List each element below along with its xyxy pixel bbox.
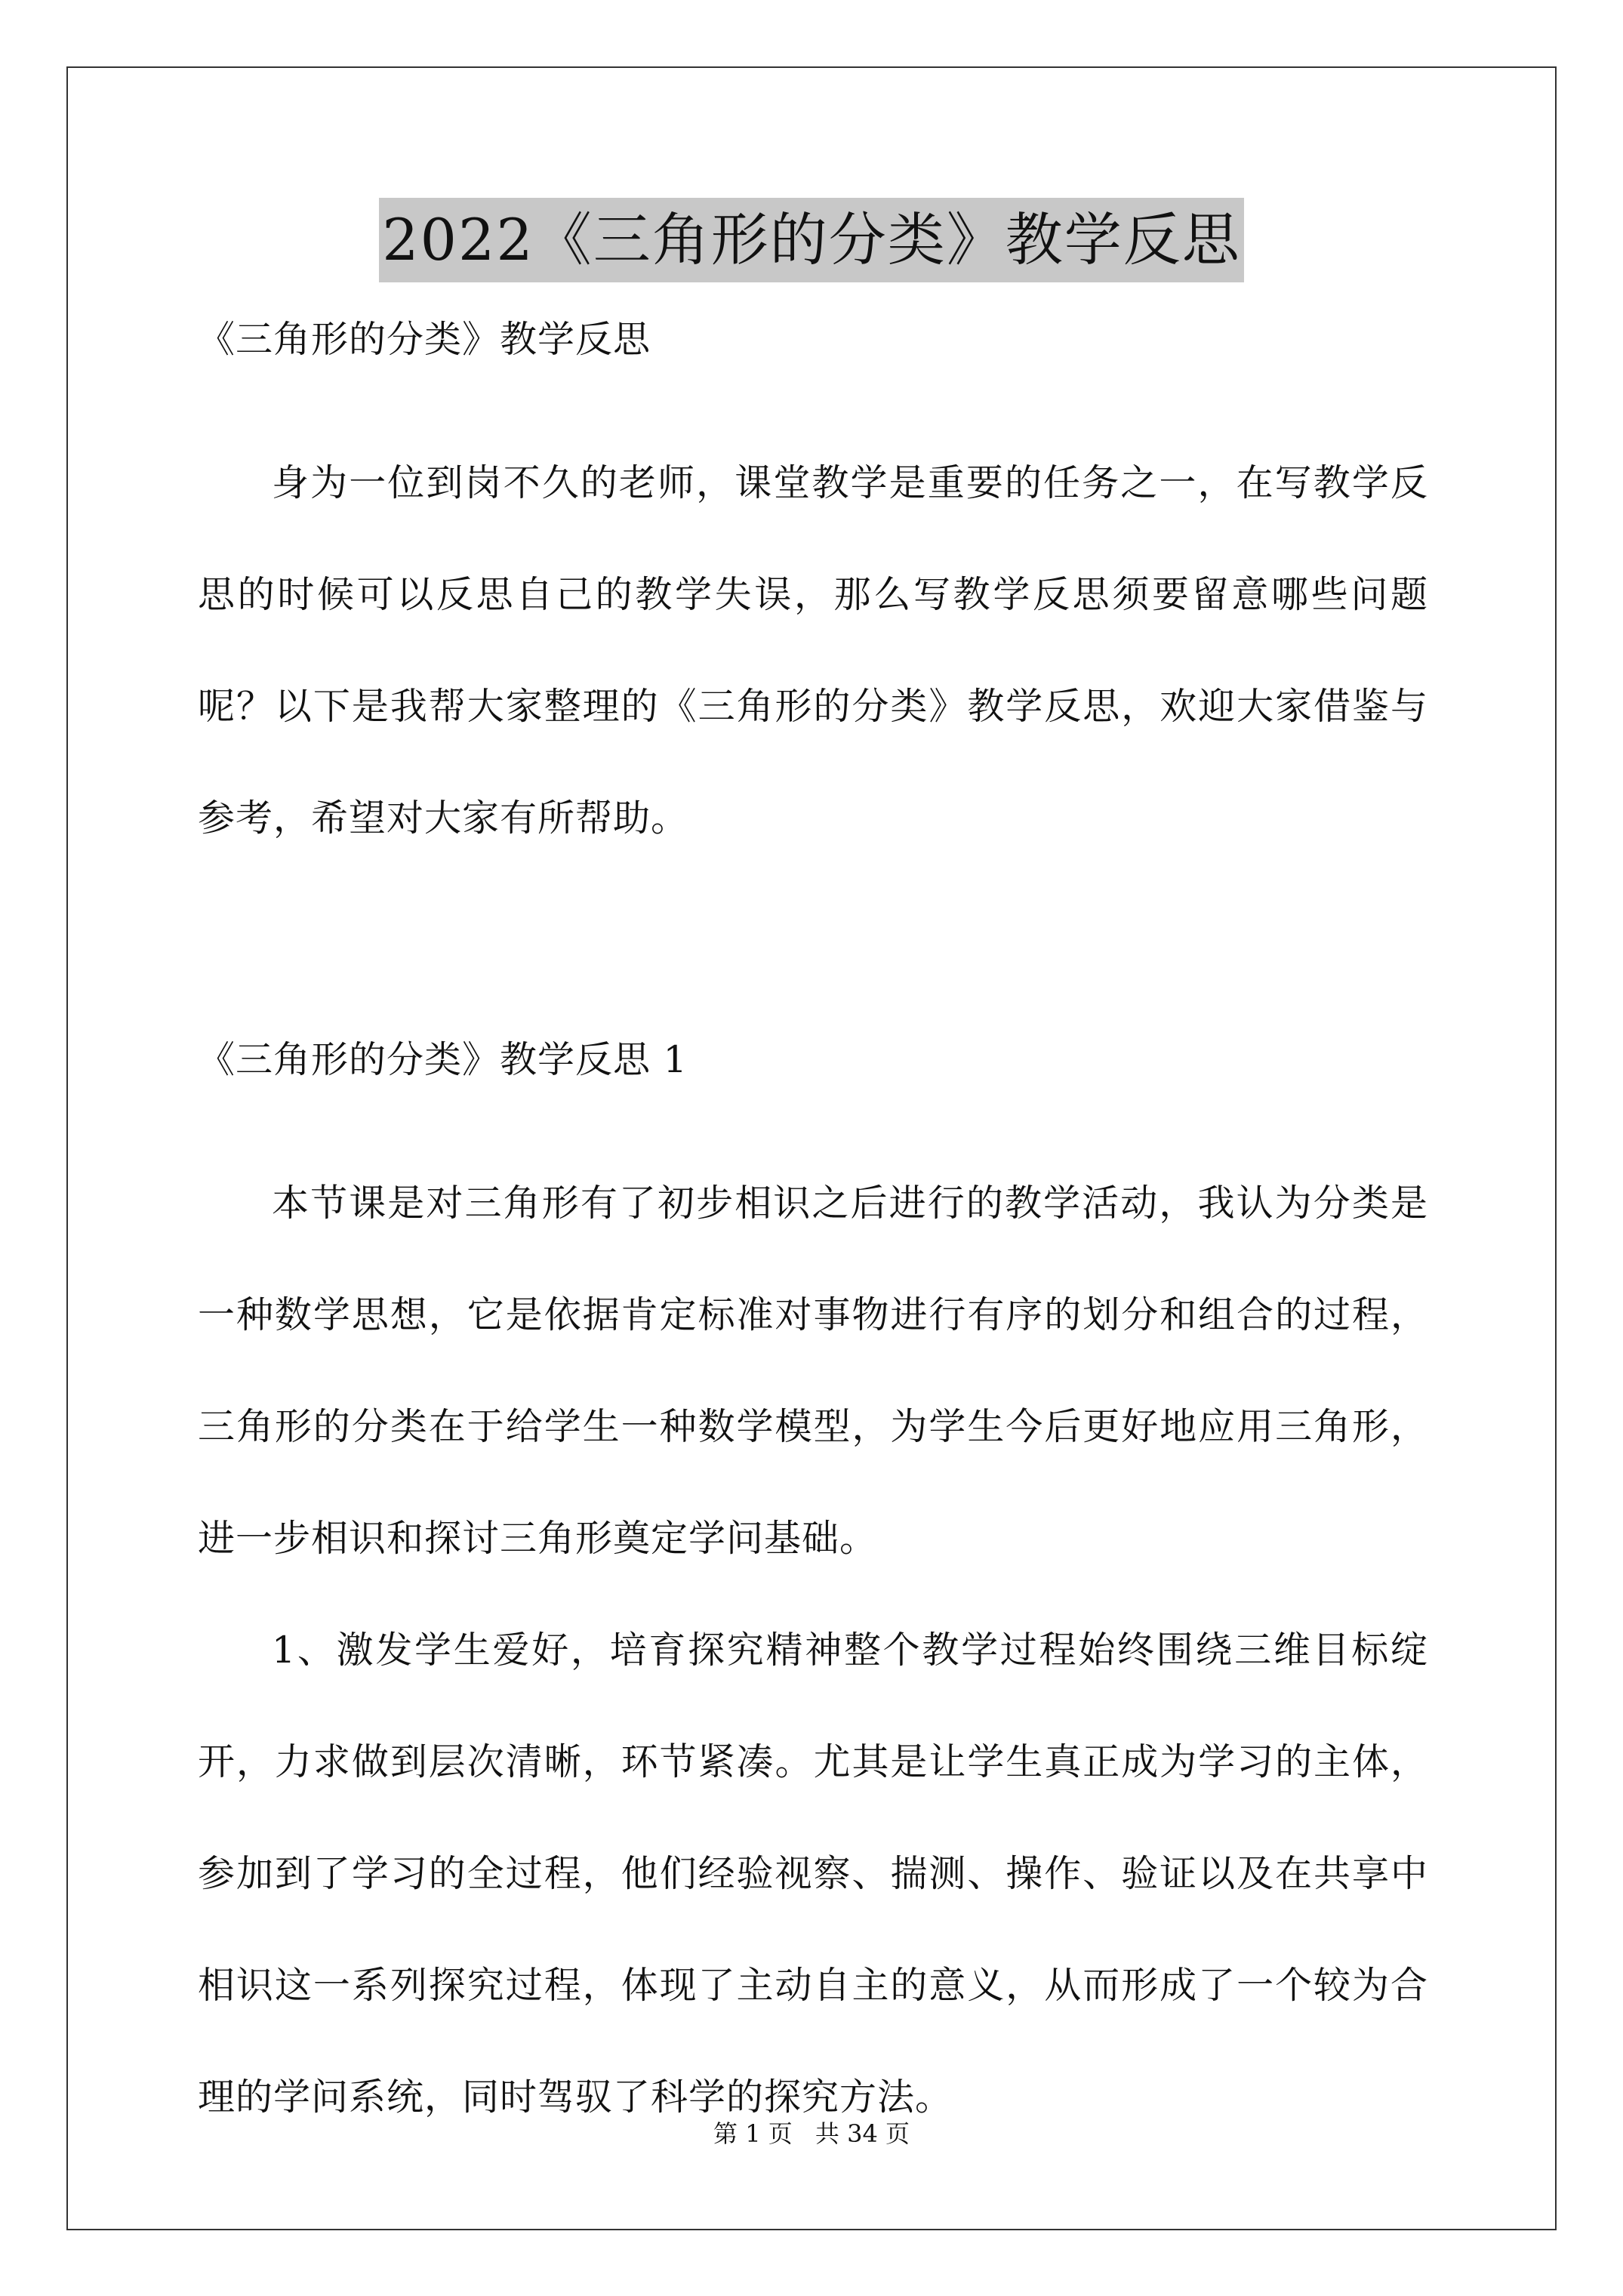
section-1-paragraph-2: 1、激发学生爱好，培育探究精神整个教学过程始终围绕三维目标绽开，力求做到层次清晰，环节紧凑。尤其是让学生真正成为学习的主体，参加到了学习的全过程，他们经验视察、揣测、操作、验证以及在共享中相识这一系列探究过程，体现了主动自主的意义，从而形成了一个较为合理的学问系统，同时驾驭了科学的探究方法。 xyxy=(198,1629,1428,2119)
page-number: 第 1 页 xyxy=(713,2119,793,2148)
section-1-heading: 《三角形的分类》教学反思 1 xyxy=(198,1038,688,1081)
document-body xyxy=(198,302,1428,2153)
intro-paragraph: 身为一位到岗不久的老师，课堂教学是重要的任务之一，在写教学反思的时候可以反思自己的教学失误，那么写教学反思须要留意哪些问题呢？以下是我帮大家整理的《三角形的分类》教学反思，欢迎大家借鉴与参考，希望对大家有所帮助。 xyxy=(198,461,1428,840)
page-footer xyxy=(0,2119,1623,2149)
section-1-paragraph-1: 本节课是对三角形有了初步相识之后进行的教学活动，我认为分类是一种数学思想，它是依据肯定标准对事物进行有序的划分和组合的过程，三角形的分类在于给学生一种数学模型，为学生今后更好地应用三角形，进一步相识和探讨三角形奠定学问基础。 xyxy=(198,1182,1428,1560)
title-container xyxy=(0,198,1623,282)
page-total: 共 34 页 xyxy=(815,2119,910,2148)
document-title: 2022《三角形的分类》教学反思 xyxy=(379,198,1243,282)
intro-heading: 《三角形的分类》教学反思 xyxy=(198,318,651,361)
